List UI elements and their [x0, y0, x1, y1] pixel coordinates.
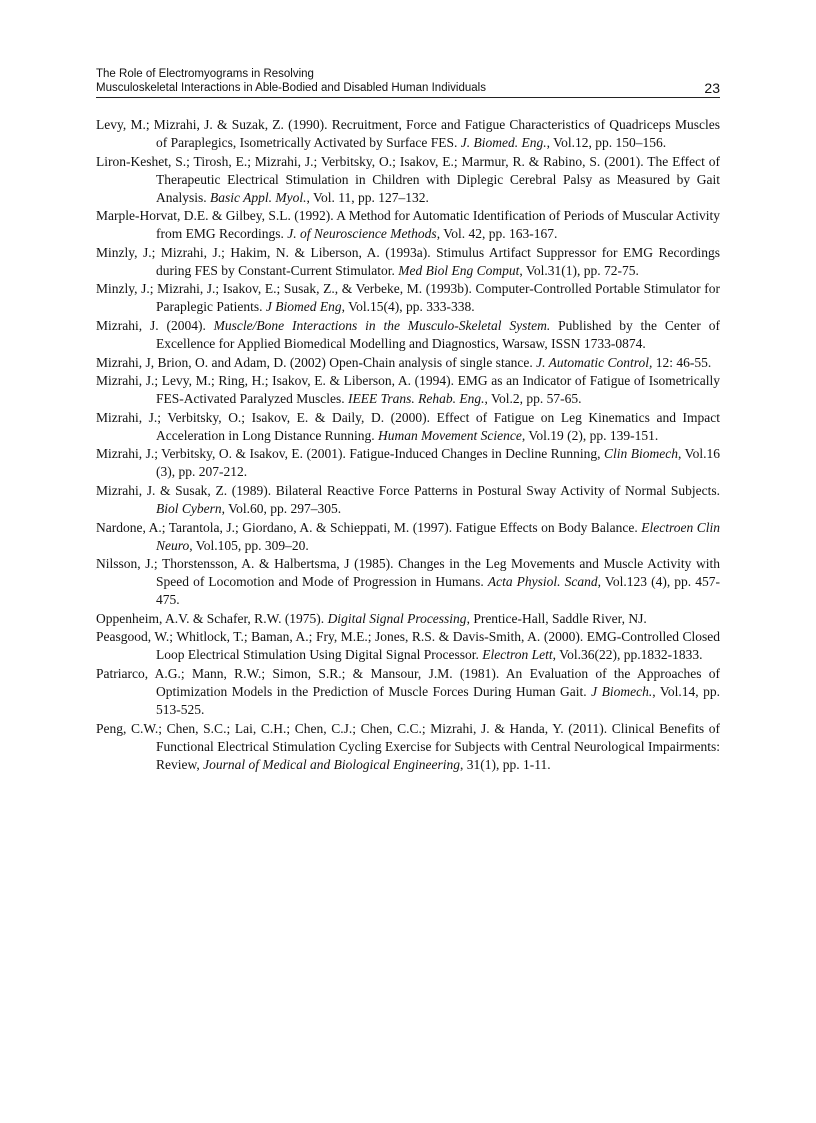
reference-item — [96, 372, 720, 408]
reference-item — [96, 244, 720, 280]
reference-text: Nardone, A.; Tarantola, J.; Giordano, A. & Schieppati, M. (1997). Fatigue Effects on Body Balance. — [96, 519, 642, 535]
reference-details: , 31(1), pp. 1-11. — [459, 756, 551, 772]
reference-text: Mizrahi, J.; Verbitsky, O. & Isakov, E. (2001). Fatigue-Induced Changes in Decline Running, — [96, 446, 605, 462]
reference-text: Mizrahi, J.; Verbitsky, O.; Isakov, E. & Daily, D. (2000). Effect of Fatigue on Leg Kinematics and Impact Acceleration in Long Distance Running. — [96, 409, 720, 443]
running-header — [96, 67, 720, 98]
reference-text: Liron-Keshet, S.; Tirosh, E.; Mizrahi, J.; Verbitsky, O.; Isakov, E.; Marmur, R. & Rabino, S. (2001). The Effect of Therapeutic Electrical Stimulation in Children with Diplegic Cerebral Palsy as Measured by Gait Analysis. — [96, 153, 720, 205]
reference-journal: Clin Biomech — [604, 446, 678, 462]
reference-journal: Electron Lett — [482, 647, 553, 663]
reference-text: Peng, C.W.; Chen, S.C.; Lai, C.H.; Chen, C.J.; Chen, C.C.; Mizrahi, J. & Handa, Y. (2011). Clinical Benefits of Functional Electrical Stimulation Cycling Exercise for Subjects with Central Neurological Impairments: Review, — [96, 720, 720, 772]
reference-text: Nilsson, J.; Thorstensson, A. & Halbertsma, J (1985). Changes in the Leg Movements and Muscle Activity with Speed of Locomotion and Mode of Progression in Humans. — [96, 556, 720, 590]
reference-details: , Vol.16 (3), pp. 207-212. — [156, 446, 720, 480]
reference-journal: Muscle/Bone Interactions in the Musculo-Skeletal System. — [213, 317, 551, 333]
reference-journal: J. Biomed. Eng. — [460, 135, 547, 150]
header-title-line-2: Musculoskeletal Interactions in Able-Bodied and Disabled Human Individuals — [96, 82, 486, 94]
reference-item — [96, 317, 720, 353]
reference-item — [96, 519, 720, 555]
reference-details: 12: 46-55. — [652, 354, 712, 370]
reference-journal: J. of Neuroscience Methods — [287, 226, 437, 242]
reference-details: , Vol.19 (2), pp. 139-151. — [521, 427, 659, 443]
reference-item — [96, 555, 720, 609]
reference-text: Oppenheim, A.V. & Schafer, R.W. (1975). — [96, 610, 328, 626]
reference-journal: Med Biol Eng Comput — [398, 262, 520, 278]
reference-journal: J. Automatic Control, — [536, 354, 653, 370]
reference-text: Minzly, J.; Mizrahi, J.; Hakim, N. & Liberson, A. (1993a). Stimulus Artifact Suppressor for EMG Recordings during FES by Constant-Current Stimulator. — [96, 244, 720, 278]
reference-item — [96, 665, 720, 719]
reference-item — [96, 445, 720, 481]
page-number: 23 — [704, 80, 720, 96]
reference-details: , Vol. 11, pp. 127–132. — [306, 189, 429, 205]
reference-details: , Vol.15(4), pp. 333-338. — [341, 299, 475, 315]
reference-item — [96, 280, 720, 316]
reference-journal: Biol Cybern — [156, 500, 222, 516]
reference-details: , Vol.31(1), pp. 72-75. — [519, 262, 639, 278]
reference-journal: J Biomech. — [591, 683, 653, 699]
reference-text: Mizrahi, J. & Susak, Z. (1989). Bilateral Reactive Force Patterns in Postural Sway Activity of Normal Subjects. — [96, 482, 720, 498]
reference-text: Peasgood, W.; Whitlock, T.; Baman, A.; Fry, M.E.; Jones, R.S. & Davis-Smith, A. (2000). EMG-Controlled Closed Loop Electrical Stimulation Using Digital Signal Processor. — [96, 629, 720, 663]
reference-item — [96, 628, 720, 664]
reference-journal: J Biomed Eng — [265, 299, 342, 315]
reference-details: , Vol. 42, pp. 163-167. — [436, 226, 558, 242]
reference-text: Marple-Horvat, D.E. & Gilbey, S.L. (1992). A Method for Automatic Identification of Periods of Muscular Activity from EMG Recordings. — [96, 208, 720, 242]
reference-text: Patriarco, A.G.; Mann, R.W.; Simon, S.R.; & Mansour, J.M. (1981). An Evaluation of the Approaches of Optimization Models in the Prediction of Muscle Forces During Human Gait. — [96, 665, 720, 699]
reference-details: , Vol.105, pp. 309–20. — [189, 537, 309, 553]
reference-journal: Electroen Clin Neuro — [156, 519, 721, 553]
reference-journal: IEEE Trans. Rehab. Eng. — [347, 391, 485, 407]
reference-item — [96, 409, 720, 445]
reference-text: Mizrahi, J.; Levy, M.; Ring, H.; Isakov, E. & Liberson, A. (1994). EMG as an Indicator of Fatigue of Isometrically FES-Activated Paralyzed Muscles. — [96, 373, 720, 407]
reference-item — [96, 720, 720, 774]
reference-item — [96, 116, 720, 152]
reference-text: Minzly, J.; Mizrahi, J.; Isakov, E.; Susak, Z., & Verbeke, M. (1993b). Computer-Controlled Portable Stimulator for Paraplegic Patients. — [96, 281, 720, 315]
reference-item — [96, 354, 720, 372]
reference-text: Levy, M.; Mizrahi, J. & Suzak, Z. (1990). Recruitment, Force and Fatigue Characteristics of Quadriceps Muscles of Paraplegics, Isometrically Activated by Surface FES. — [96, 117, 720, 150]
header-title-line-1: The Role of Electromyograms in Resolving — [96, 68, 314, 80]
reference-journal: Acta Physiol. Scand — [487, 574, 598, 590]
reference-details: , Vol.12, pp. 150–156. — [546, 135, 667, 150]
reference-journal: Digital Signal Processing — [327, 610, 467, 626]
reference-details: , Prentice-Hall, Saddle River, NJ. — [466, 610, 647, 626]
reference-journal: Basic Appl. Myol. — [210, 189, 307, 205]
reference-text: Mizrahi, J. (2004). — [96, 317, 214, 333]
reference-journal: Journal of Medical and Biological Engineering — [203, 756, 460, 772]
reference-item — [96, 207, 720, 243]
reference-item — [96, 153, 720, 207]
reference-details: , Vol.123 (4), pp. 457-475. — [156, 574, 720, 608]
reference-item — [96, 610, 720, 628]
reference-details: , Vol.36(22), pp.1832-1833. — [552, 647, 703, 663]
reference-list — [96, 116, 720, 774]
reference-details: Published by the Center of Excellence for Applied Biomedical Modelling and Diagnostics, Warsaw, ISSN 1733-0874. — [156, 317, 720, 351]
reference-details: , Vol.2, pp. 57-65. — [484, 391, 582, 407]
reference-details: , Vol.60, pp. 297–305. — [221, 500, 342, 516]
reference-item — [96, 482, 720, 518]
reference-details: , Vol.14, pp. 513-525. — [156, 683, 720, 717]
reference-journal: Human Movement Science — [377, 427, 522, 443]
reference-text: Mizrahi, J, Brion, O. and Adam, D. (2002) Open-Chain analysis of single stance. — [96, 354, 537, 370]
